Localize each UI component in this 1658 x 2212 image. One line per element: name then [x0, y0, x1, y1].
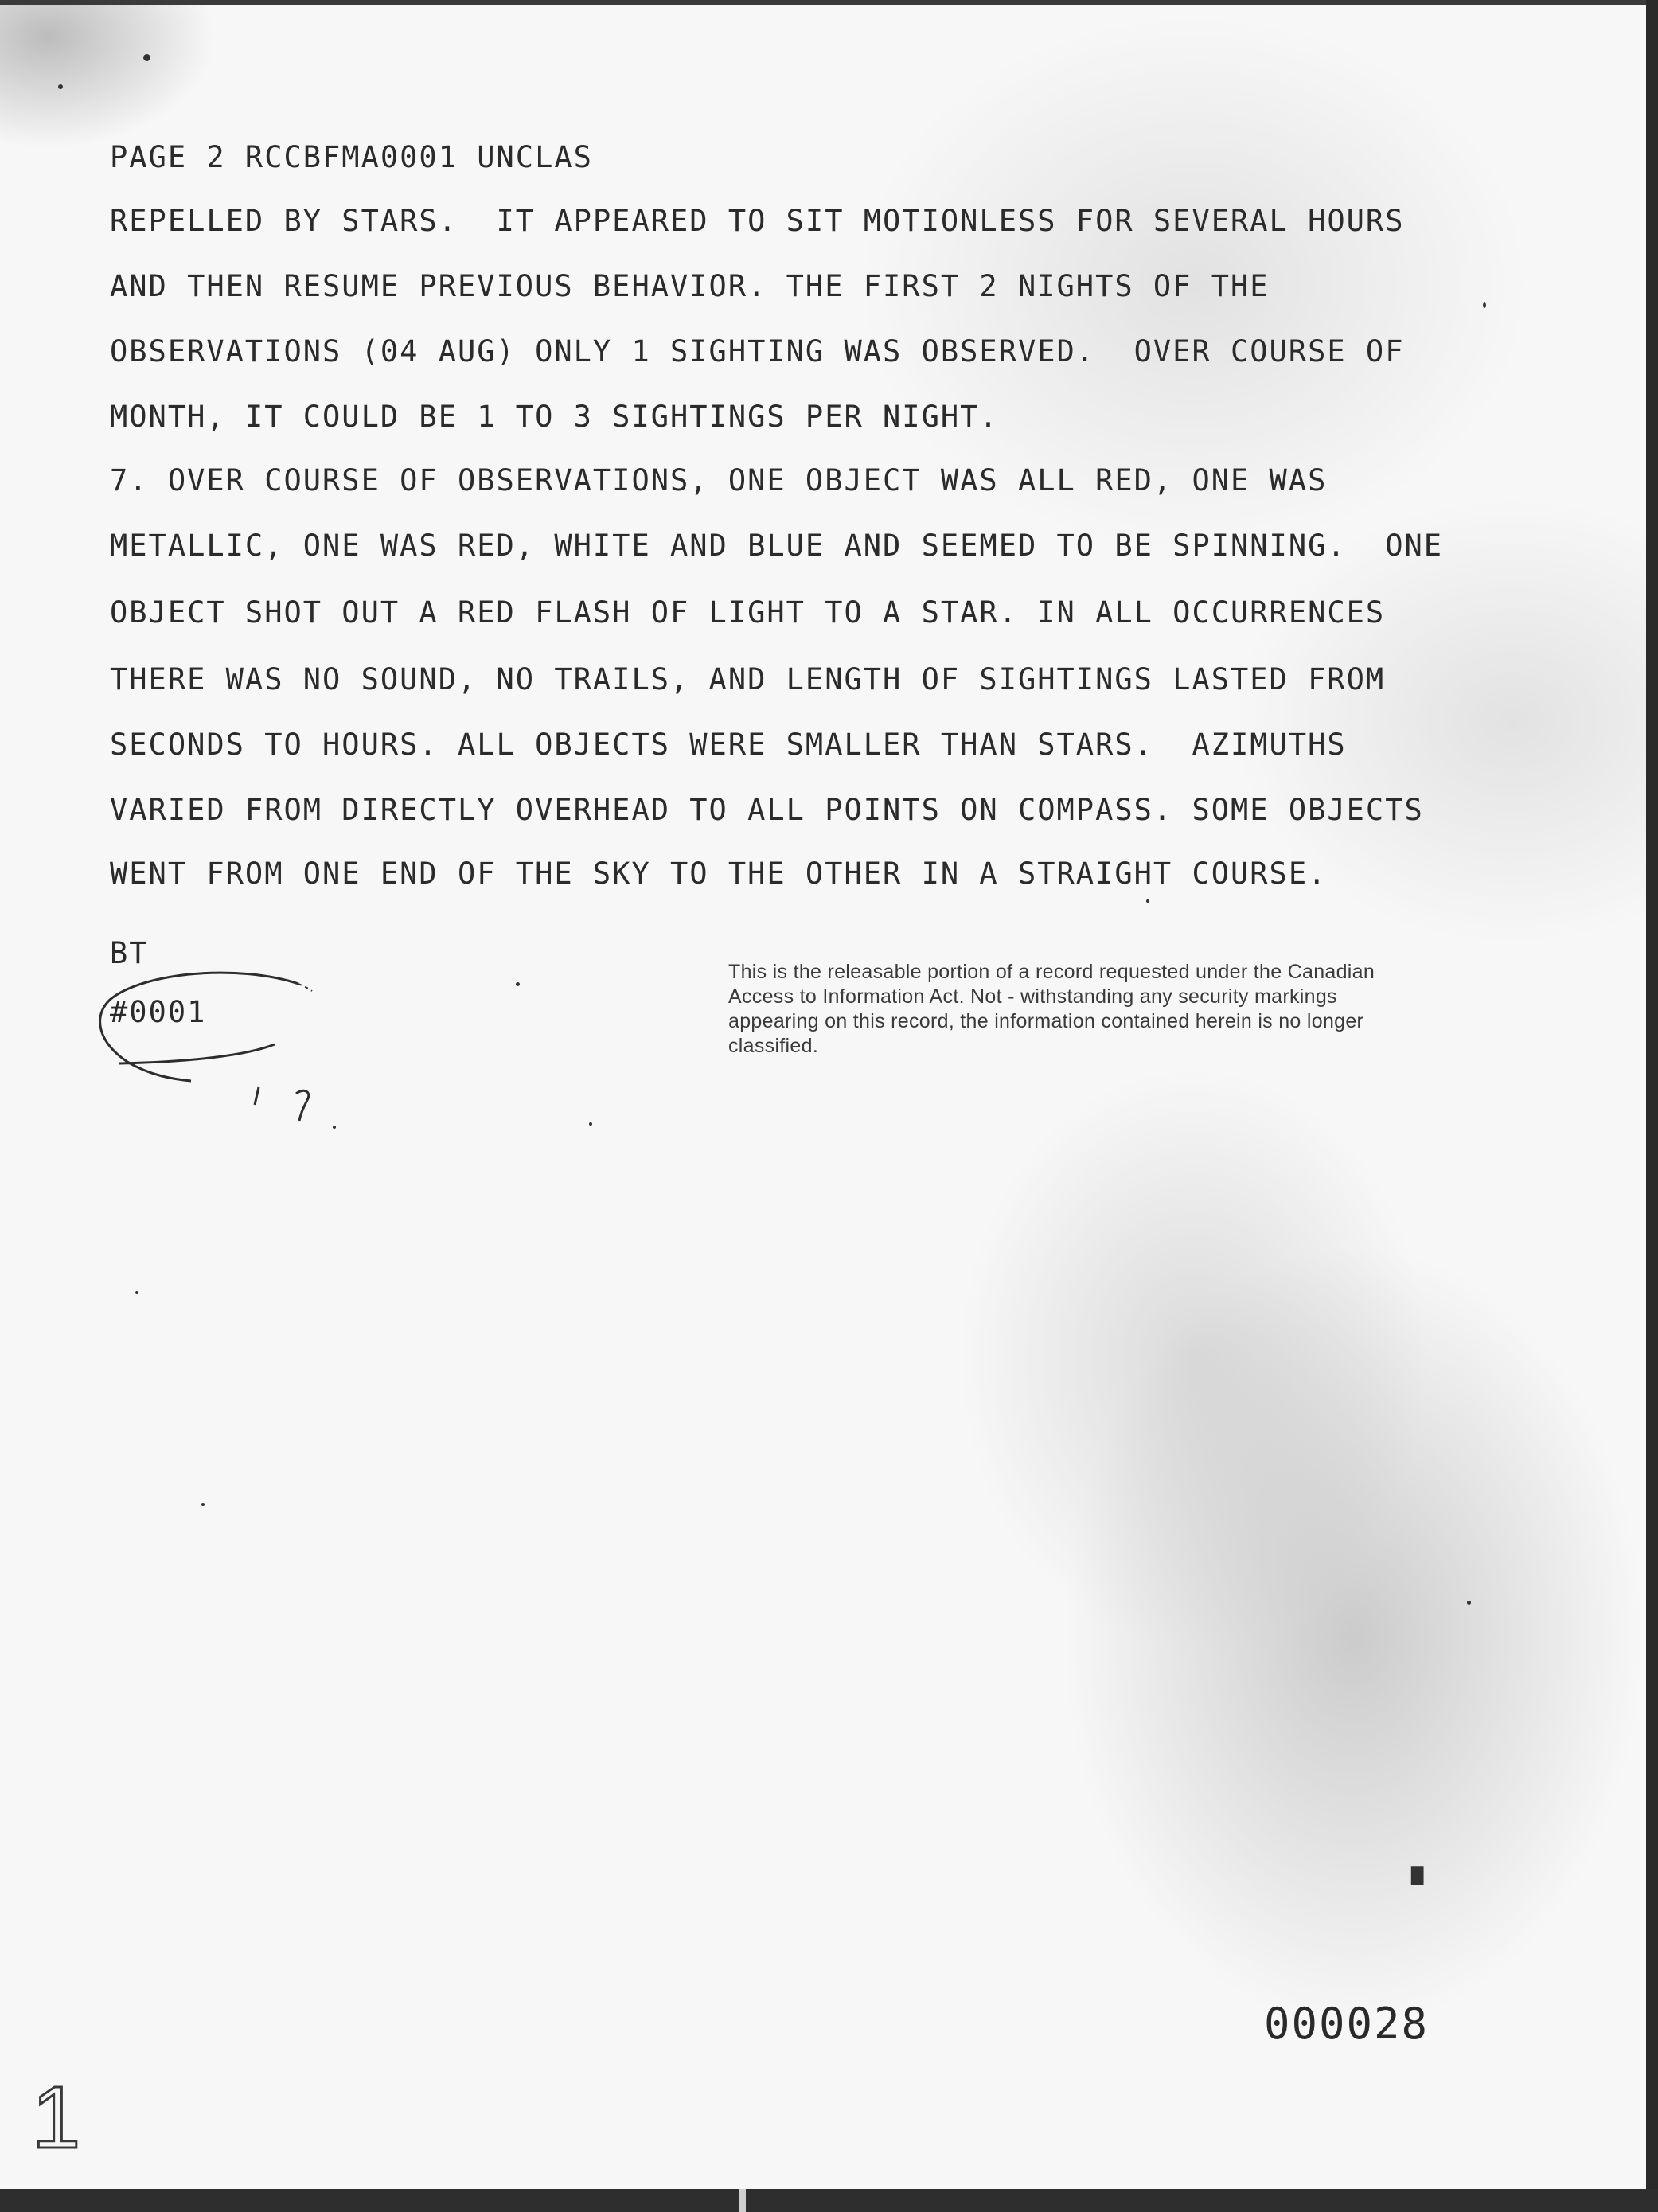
text-line-6: METALLIC, ONE WAS RED, WHITE AND BLUE AND SEEMED TO BE SPINNING. ONE	[110, 529, 1444, 563]
page-header: PAGE 2 RCCBFMA0001 UNCLAS	[110, 140, 593, 174]
speck	[1467, 1601, 1471, 1605]
text-line-9: SECONDS TO HOURS. ALL OBJECTS WERE SMALLER THAN STARS. AZIMUTHS	[110, 728, 1347, 762]
scan-edge-bottom	[0, 2189, 1658, 2212]
text-line-11: WENT FROM ONE END OF THE SKY TO THE OTHER IN A STRAIGHT COURSE.	[110, 856, 1328, 891]
speck	[1483, 302, 1486, 308]
speck	[516, 982, 520, 986]
speck	[589, 1122, 592, 1126]
corner-number-mark: 1	[32, 2069, 81, 2167]
document-page	[0, 5, 1646, 2189]
release-notice: This is the releasable portion of a record requested under the Canadian Access to Information Act. Not - withstanding any security markings appearing on this record, the information contained herein is no longer classified.	[728, 961, 1375, 1057]
small-stamp-icon: █	[1411, 1866, 1424, 1885]
document-number: 000028	[1264, 1999, 1430, 2049]
message-number: #0001	[110, 995, 207, 1029]
speck	[58, 84, 63, 89]
text-line-10: VARIED FROM DIRECTLY OVERHEAD TO ALL POINTS ON COMPASS. SOME OBJECTS	[110, 793, 1424, 827]
bt-marker: BT	[110, 936, 149, 970]
text-line-4: MONTH, IT COULD BE 1 TO 3 SIGHTINGS PER NIGHT.	[110, 400, 999, 434]
text-line-5: 7. OVER COURSE OF OBSERVATIONS, ONE OBJECT WAS ALL RED, ONE WAS	[110, 463, 1328, 497]
scan-edge-gap	[739, 2189, 746, 2212]
text-line-7: OBJECT SHOT OUT A RED FLASH OF LIGHT TO A STAR. IN ALL OCCURRENCES	[110, 595, 1386, 630]
speck	[1146, 899, 1149, 903]
scan-edge-right	[1646, 0, 1658, 2212]
text-line-8: THERE WAS NO SOUND, NO TRAILS, AND LENGTH OF SIGHTINGS LASTED FROM	[110, 662, 1386, 696]
text-line-3: OBSERVATIONS (04 AUG) ONLY 1 SIGHTING WAS OBSERVED. OVER COURSE OF	[110, 334, 1405, 369]
handwritten-circle-mark	[96, 968, 350, 1135]
speck	[201, 1503, 205, 1506]
speck	[143, 54, 150, 61]
text-line-1: REPELLED BY STARS. IT APPEARED TO SIT MOTIONLESS FOR SEVERAL HOURS	[110, 204, 1405, 238]
speck	[135, 1291, 138, 1294]
text-line-2: AND THEN RESUME PREVIOUS BEHAVIOR. THE FIRST 2 NIGHTS OF THE	[110, 269, 1270, 303]
